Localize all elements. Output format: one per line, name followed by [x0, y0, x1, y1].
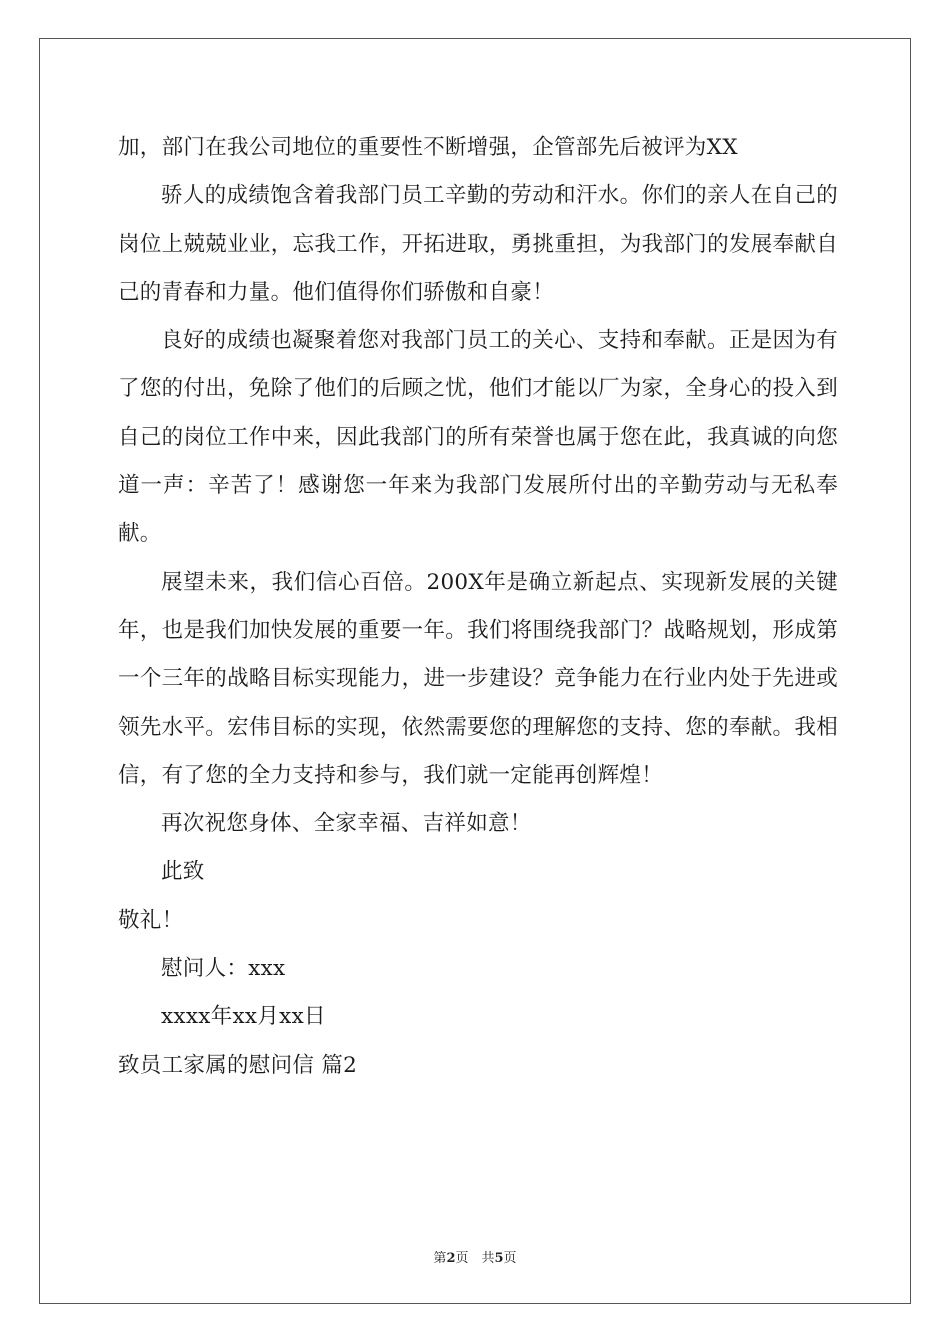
page-prefix: 第	[433, 1251, 447, 1266]
current-page-number: 2	[446, 1251, 456, 1266]
salutation-respect: 敬礼！	[118, 907, 184, 933]
signer: 慰问人：xxx	[161, 956, 286, 982]
letter-date: xxxx年xx月xx日	[161, 1004, 326, 1030]
total-page-number: 5	[494, 1251, 504, 1266]
paragraph: 良好的成绩也凝聚着您对我部门员工的关心、支持和奉献。正是因为有了您的付出，免除了他们的后顾之忧，他们才能以厂为家，全身心的投入到自己的岗位工作中来，因此我部门的所有荣誉也属于您在此，我真诚的向您道一声：辛苦了！感谢您一年来为我部门发展所付出的辛勤劳动与无私奉献。	[118, 328, 838, 547]
section-heading: 致员工家属的慰问信 篇2	[118, 1052, 358, 1078]
paragraph: 加，部门在我公司地位的重要性不断增强，企管部先后被评为XX	[118, 135, 738, 160]
salutation-line: 此致	[161, 859, 205, 885]
page-mid: 页 共	[455, 1251, 495, 1266]
paragraph: 展望未来，我们信心百倍。200X年是确立新起点、实现新发展的关键年，也是我们加快发展的重要一年。我们将围绕我部门？战略规划，形成第一个三年的战略目标实现能力，进一步建设？竞争能力在行业内处于先进或领先水平。宏伟目标的实现，依然需要您的理解您的支持、您的奉献。我相信，有了您的全力支持和参与，我们就一定能再创辉煌！	[118, 569, 838, 788]
closing-wish: 再次祝您身体、全家幸福、吉祥如意！	[161, 811, 532, 837]
paragraph: 骄人的成绩饱含着我部门员工辛勤的劳动和汗水。你们的亲人在自己的岗位上兢兢业业，忘我工作，开拓进取，勇挑重担，为我部门的发展奉献自己的青春和力量。他们值得你们骄傲和自豪！	[118, 183, 838, 305]
page-number-footer	[0, 1247, 950, 1266]
letter-body	[118, 124, 838, 1090]
page-suffix: 页	[503, 1251, 517, 1266]
